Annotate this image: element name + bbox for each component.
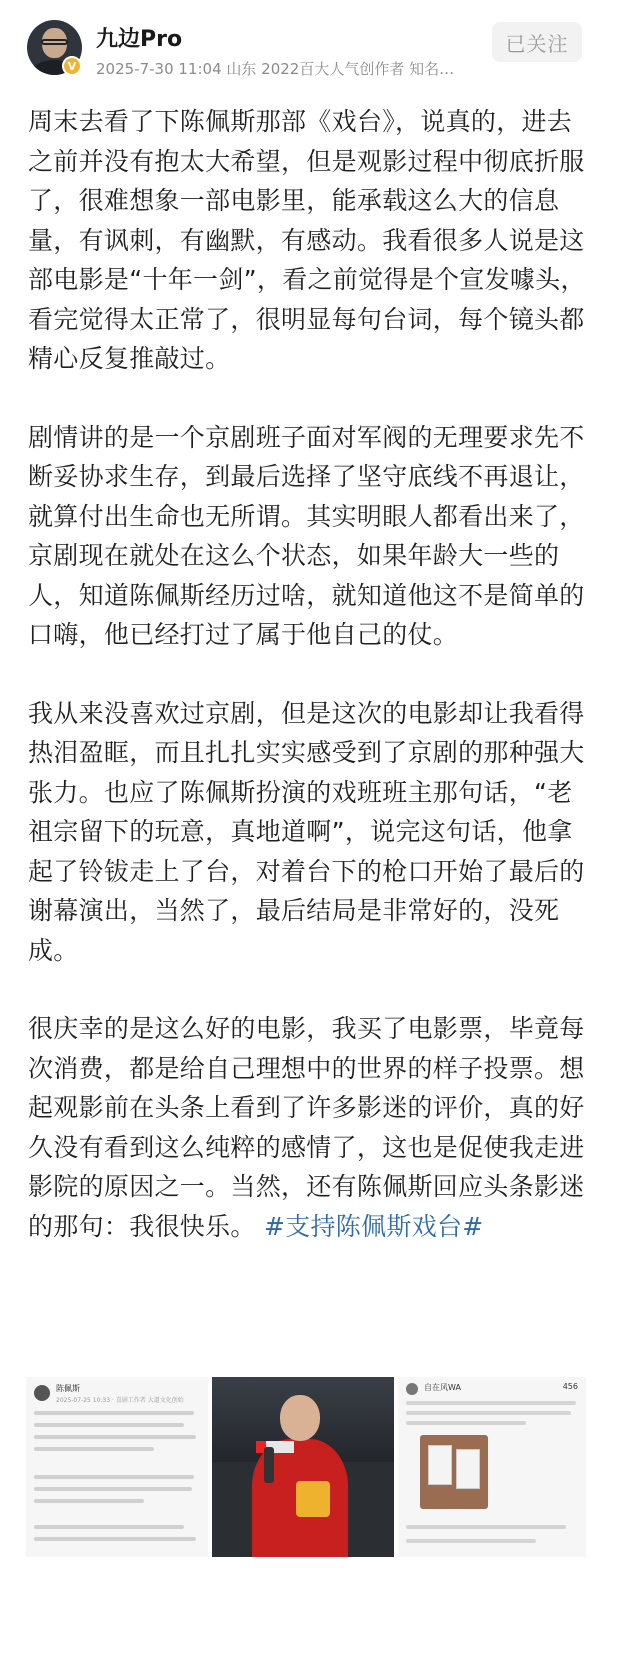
- mini-author-name: 自在风WA: [424, 1383, 461, 1392]
- verified-badge-icon: V: [62, 56, 82, 76]
- image-thumb-photo[interactable]: [212, 1377, 394, 1557]
- post-meta: 2025-7-30 11:04 山东 2022百大人气创作者 知名…: [96, 60, 455, 78]
- mini-avatar: [406, 1383, 418, 1395]
- text-line: [34, 1487, 192, 1491]
- paragraph-4: [28, 1009, 588, 1246]
- text-line: [34, 1411, 194, 1415]
- ticket-card: [456, 1449, 480, 1489]
- post-header: [0, 0, 640, 100]
- text-line: [34, 1537, 196, 1541]
- paragraph-3: 我从来没喜欢过京剧，但是这次的电影却让我看得热泪盈眶，而且扎扎实实感受到了京剧的那种强大张力。也应了陈佩斯扮演的戏班班主那句话，“老祖宗留下的玩意，真地道啊”，说完这句话，他拿起了铃钹走上了台，对着台下的枪口开始了最后的谢幕演出，当然了，最后结局是非常好的，没死成。: [28, 698, 585, 965]
- avatar-glasses: [41, 39, 68, 45]
- microphone-icon: [264, 1447, 274, 1483]
- text-line: [34, 1499, 144, 1503]
- ticket-card: [428, 1445, 452, 1485]
- hashtag-link[interactable]: #支持陈佩斯戏台#: [263, 1211, 484, 1241]
- paragraph-2: 剧情讲的是一个京剧班子面对军阀的无理要求先不断妥协求生存，到最后选择了坚守底线不再退让，就算付出生命也无所谓。其实明眼人都看出来了，京剧现在就处在这么个状态，如果年龄大一些的人，知道陈佩斯经历过啥，就知道他这不是简单的口嗨，他已经打过了属于他自己的仗。: [28, 422, 585, 649]
- paragraph-4-text: 很庆幸的是这么好的电影，我买了电影票，毕竟每次消费，都是给自己理想中的世界的样子投票。想起观影前在头条上看到了许多影迷的评价，真的好久没有看到这么纯粹的感情了，这也是促使我走进影院的原因之一。当然，还有陈佩斯回应头条影迷的那句：我很快乐。: [28, 1014, 585, 1241]
- mini-count: 456: [562, 1382, 578, 1391]
- author-name[interactable]: 九边Pro: [96, 27, 183, 52]
- photo-person-head: [280, 1395, 320, 1441]
- text-line: [406, 1401, 576, 1405]
- image-gallery: [26, 1377, 586, 1557]
- paragraph-1: 周末去看了下陈佩斯那部《戏台》，说真的，进去之前并没有抱太大希望，但是观影过程中彻底折服了，很难想象一部电影里，能承载这么大的信息量，有讽刺，有幽默，有感动。我看很多人说是这部电影是“十年一剑”，看之前觉得是个宣发噱头，看完觉得太正常了，很明显每句台词，每个镜头都精心反复推敲过。: [28, 107, 586, 373]
- mini-meta: 2025-07-25 10:33 · 喜剧工作者 大道文化创始: [56, 1397, 184, 1404]
- text-line: [34, 1435, 196, 1439]
- shirt-print: [296, 1481, 330, 1517]
- mini-author-name: 陈佩斯: [56, 1384, 80, 1393]
- text-line: [406, 1525, 566, 1529]
- post-body: [28, 102, 588, 1246]
- text-line: [406, 1421, 526, 1425]
- text-line: [34, 1475, 194, 1479]
- text-line: [406, 1411, 571, 1415]
- follow-button[interactable]: 已关注: [492, 22, 582, 62]
- text-line: [34, 1423, 184, 1427]
- image-thumb-comment[interactable]: [398, 1377, 586, 1557]
- image-thumb-weibo-post[interactable]: [26, 1377, 208, 1557]
- text-line: [406, 1539, 536, 1543]
- text-line: [34, 1525, 184, 1529]
- mini-avatar: [34, 1385, 50, 1401]
- text-line: [34, 1447, 154, 1451]
